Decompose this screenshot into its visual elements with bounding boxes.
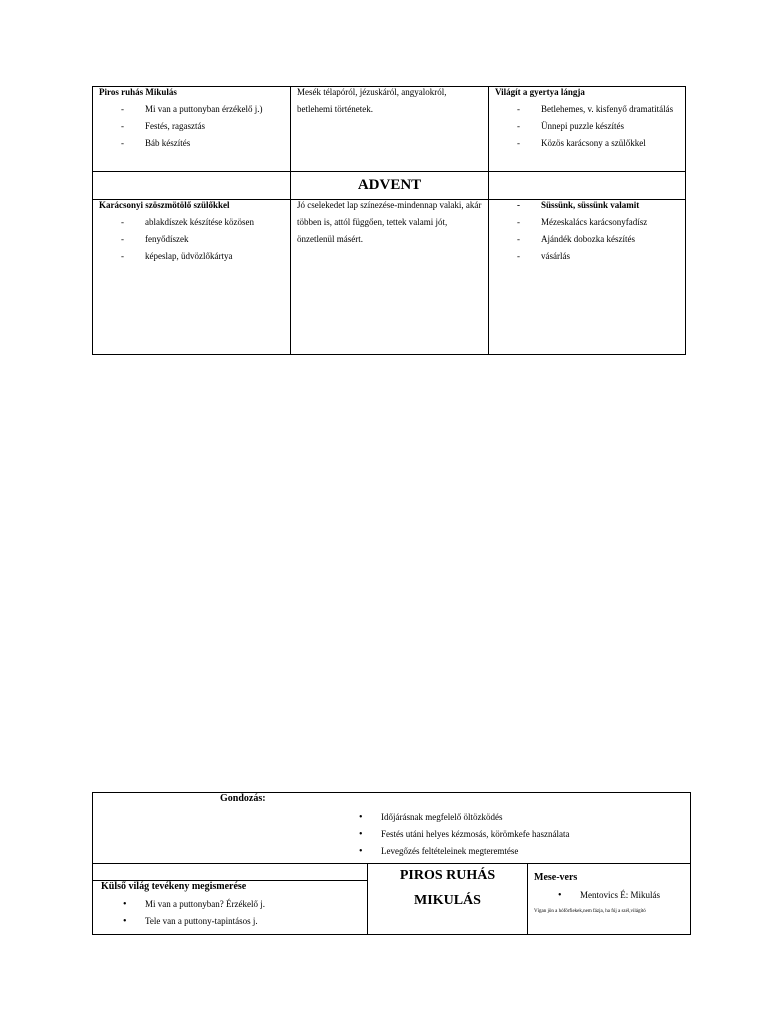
activity-list xyxy=(99,214,284,265)
list-item: • Festés utáni helyes kézmosás, körömkefe használata xyxy=(381,826,569,843)
empty-cell xyxy=(488,171,686,200)
text-line: Mesék télapóról, jézuskáról, angyalokról, xyxy=(297,87,447,97)
theme-title-line1: PIROS RUHÁS xyxy=(399,868,496,883)
cell-advent-heading xyxy=(290,171,489,200)
list-item: • Tele van a puttony-tapintásos j. xyxy=(145,913,367,930)
empty-cell xyxy=(92,863,368,881)
advent-title: ADVENT xyxy=(357,177,422,193)
list-item: - vásárlás xyxy=(495,248,679,265)
gondozas-title: Gondozás: xyxy=(220,793,266,804)
list-item: - Közös karácsony a szülőkkel xyxy=(495,135,679,152)
empty-cell xyxy=(92,171,291,200)
list-item: • Mentovics É: Mikulás xyxy=(580,887,690,904)
list-item: • Levegőzés feltételeinek megteremtése xyxy=(381,843,569,860)
cell-title: Világít a gyertya lángja xyxy=(495,87,585,97)
list-item: - Mi van a puttonyban érzékelő j.) xyxy=(99,101,284,118)
list-item: • Mi van a puttonyban? Érzékelő j. xyxy=(145,896,367,913)
cell-title: Karácsonyi szöszmötölő szülőkkel xyxy=(99,200,230,210)
cell-gondozas xyxy=(92,792,691,864)
mese-vers-title: Mese-vers xyxy=(534,872,578,883)
activity-list xyxy=(495,101,679,152)
list-item: - Báb készítés xyxy=(99,135,284,152)
gondozas-list xyxy=(381,809,569,860)
mikulas-table xyxy=(92,792,691,935)
list-item: - Süssünk, süssünk valamit xyxy=(495,199,679,214)
cell-mese-vers xyxy=(527,863,691,935)
list-item: - Ünnepi puzzle készítés xyxy=(495,118,679,135)
list-item: - Betlehemes, v. kisfenyő dramatitálás xyxy=(495,101,679,118)
cell-jo-cselekedet xyxy=(290,199,489,355)
text-line: Jó cselekedet lap színezése-mindennap valaki, akár xyxy=(297,200,482,210)
list-item: - képeslap, üdvözlőkártya xyxy=(99,248,284,265)
cell-mesek xyxy=(290,86,489,172)
kulso-vilag-list xyxy=(145,896,367,930)
cell-piros-ruhas-mikulas xyxy=(92,86,291,172)
list-item: - Ajándék dobozka készítés xyxy=(495,231,679,248)
cell-theme-title xyxy=(367,863,528,935)
text-line: többen is, attól függően, tettek valami jót, xyxy=(297,217,448,227)
kulso-vilag-title: Külső világ tevékeny megismerése xyxy=(101,881,247,892)
activity-list xyxy=(495,199,679,265)
cell-sussunk xyxy=(488,199,686,355)
cell-title: Piros ruhás Mikulás xyxy=(99,87,177,97)
theme-title-line2: MIKULÁS xyxy=(414,893,481,908)
advent-table xyxy=(92,86,686,355)
mese-vers-list xyxy=(580,887,690,904)
list-item: • Időjárásnak megfelelő öltözködés xyxy=(381,809,569,826)
list-item: - Festés, ragasztás xyxy=(99,118,284,135)
text-line: betlehemi történetek. xyxy=(297,104,373,114)
list-item: - ablakdíszek készítése közösen xyxy=(99,214,284,231)
poem-excerpt: Vígan jön a hóförfiekek,nem fázja, ha fúj a szél,világító xyxy=(534,909,646,914)
cell-karacsonyi-szoszmotolo xyxy=(92,199,291,355)
list-item: - fenyődíszek xyxy=(99,231,284,248)
list-item: - Mézeskalács karácsonyfadísz xyxy=(495,214,679,231)
text-line: önzetlenül másért. xyxy=(297,234,363,244)
activity-list xyxy=(99,101,284,152)
cell-vilagit-a-gyertya xyxy=(488,86,686,172)
cell-kulso-vilag xyxy=(92,880,368,935)
